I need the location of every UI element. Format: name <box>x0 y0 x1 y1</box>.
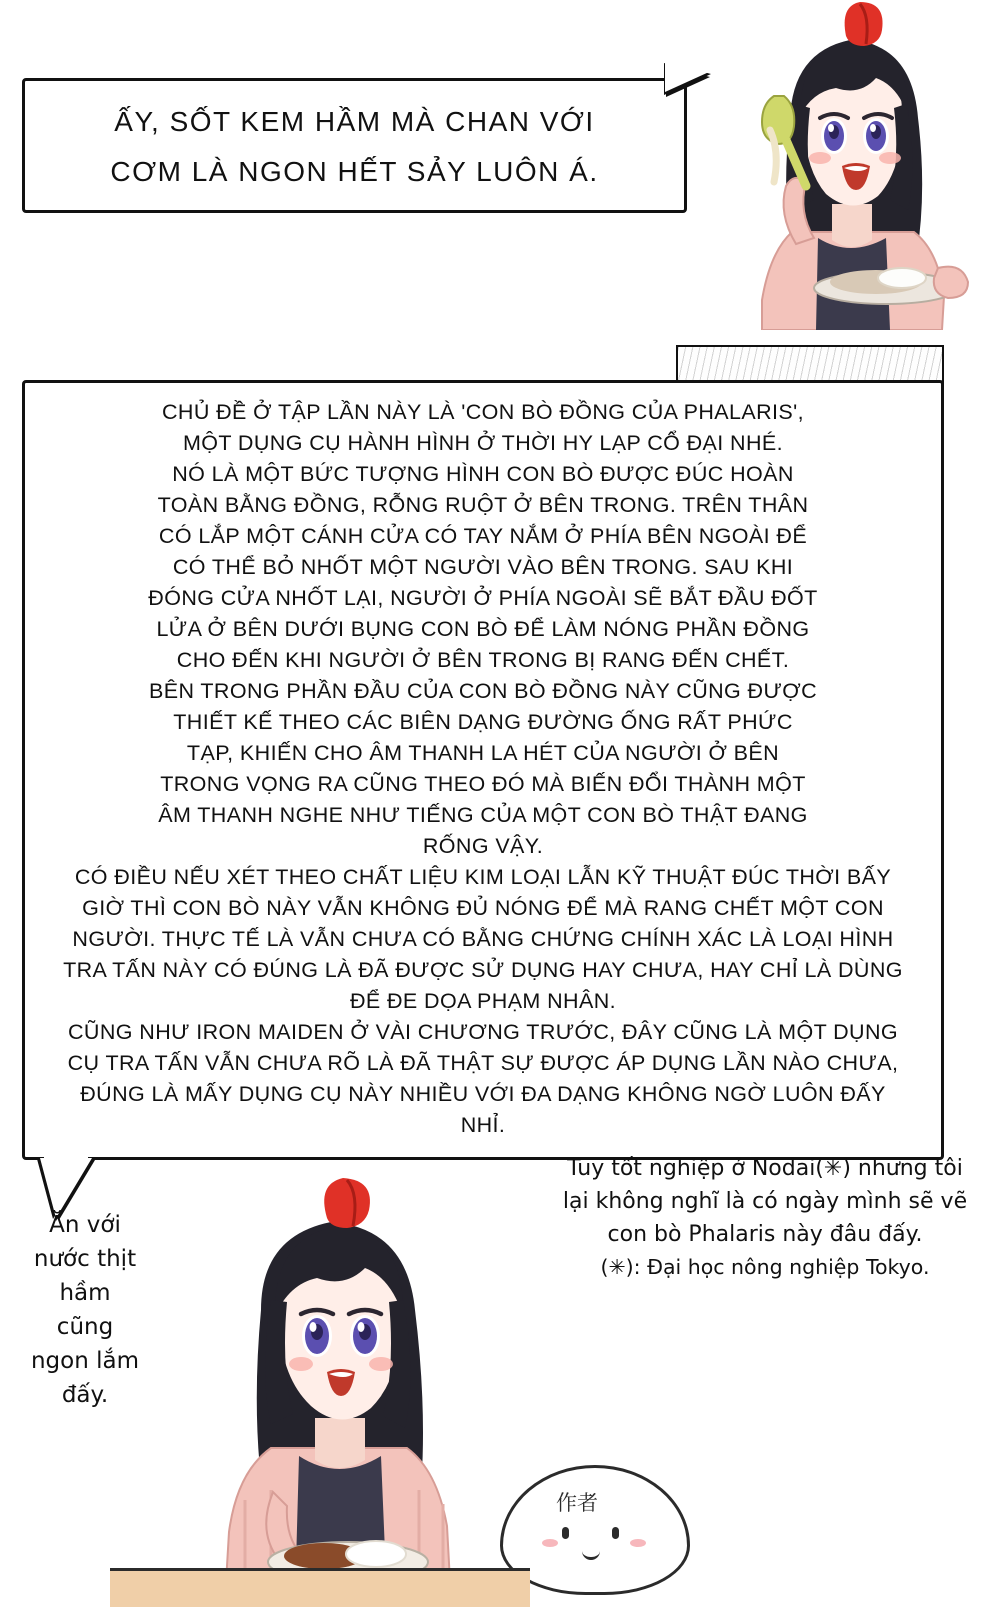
narration-line: TOÀN BẰNG ĐỒNG, RỖNG RUỘT Ở BÊN TRONG. TRÊN THÂN <box>157 493 809 517</box>
narration-line: ĐÚNG LÀ MẤY DỤNG CỤ NÀY NHIỀU VỚI ĐA DẠNG KHÔNG NGỜ LUÔN ĐẤY <box>80 1082 886 1106</box>
narration-line: NGƯỜI. THỰC TẾ LÀ VẪN CHƯA CÓ BẰNG CHỨNG CHÍNH XÁC LÀ LOẠI HÌNH <box>72 927 894 951</box>
narration-line: CHỦ ĐỀ Ở TẬP LẦN NÀY LÀ 'CON BÒ ĐỒNG CỦA PHALARIS', <box>161 400 805 424</box>
table-surface <box>110 1568 530 1607</box>
blob-eye <box>562 1527 569 1539</box>
left-handwritten-note: Ăn với nước thịt hầm cũng ngon lắm đấy. <box>30 1212 140 1408</box>
narration-line: ĐÓNG CỬA NHỐT LẠI, NGƯỜI Ở PHÍA NGOÀI SẼ BẮT ĐẦU ĐỐT <box>148 586 818 610</box>
narration-line: MỘT DỤNG CỤ HÀNH HÌNH Ở THỜI HY LẠP CỔ ĐẠI NHÉ. <box>182 431 783 455</box>
top-speech-bubble <box>22 78 687 213</box>
blob-cheek <box>542 1539 558 1547</box>
character-girl-top-art <box>700 0 1000 330</box>
character-girl-top <box>700 0 1000 330</box>
right-handwritten-note <box>560 1152 970 1284</box>
narration-line: CỤ TRA TẤN VẪN CHƯA RÕ LÀ ĐÃ THẬT SỰ ĐƯỢC ÁP DỤNG LẦN NÀO CHƯA, <box>67 1051 899 1075</box>
narration-line: TRONG VỌNG RA CŨNG THEO ĐÓ MÀ BIẾN ĐỔI THÀNH MỘT <box>160 772 806 796</box>
narration-bubble-tail-join <box>44 1152 88 1162</box>
narration-line: ÂM THANH NGHE NHƯ TIẾNG CỦA MỘT CON BÒ THẬT ĐANG <box>158 803 808 827</box>
top-bubble-line-2: CƠM LÀ NGON HẾT SẢY LUÔN Á. <box>110 156 599 187</box>
blob-label: 作者 <box>556 1491 598 1515</box>
narration-text <box>25 383 941 1141</box>
narration-line: GIỜ THÌ CON BÒ NÀY VẪN KHÔNG ĐỦ NÓNG ĐỂ MÀ RANG CHẾT MỘT CON <box>82 896 884 920</box>
narration-line: TẠP, KHIẾN CHO ÂM THANH LA HÉT CỦA NGƯỜI Ở BÊN <box>186 741 780 765</box>
right-note-footnote: (✳): Đại học nông nghiệp Tokyo. <box>600 1255 930 1279</box>
narration-line: NHỈ. <box>460 1113 506 1137</box>
top-bubble-text <box>25 97 684 197</box>
narration-line: CHO ĐẾN KHI NGƯỜI Ở BÊN TRONG BỊ RANG ĐẾN CHẾT. <box>176 648 790 672</box>
narration-line: NÓ LÀ MỘT BỨC TƯỢNG HÌNH CON BÒ ĐƯỢC ĐÚC HOÀN <box>172 462 794 486</box>
blob-cheek <box>630 1539 646 1547</box>
narration-line: LỬA Ở BÊN DƯỚI BỤNG CON BÒ ĐỂ LÀM NÓNG PHẦN ĐỒNG <box>156 617 810 641</box>
right-note-body: Tuy tốt nghiệp ở Nodai(✳) nhưng tôi lại không nghĩ là có ngày mình sẽ vẽ con bò Phalaris này đâu đấy. <box>562 1156 968 1247</box>
narration-line: THIẾT KẾ THEO CÁC BIÊN DẠNG ĐƯỜNG ỐNG RẤT PHỨC <box>173 710 793 734</box>
narration-line: CÓ LẮP MỘT CÁNH CỬA CÓ TAY NẮM Ở PHÍA BÊN NGOÀI ĐỂ <box>158 524 808 548</box>
narration-line: CÓ ĐIỀU NẾU XÉT THEO CHẤT LIỆU KIM LOẠI LẪN KỸ THUẬT ĐÚC THỜI BẤY <box>74 865 892 889</box>
narration-line: ĐỂ ĐE DỌA PHẠM NHÂN. <box>349 989 617 1013</box>
top-bubble-line-1: ẤY, SỐT KEM HẦM MÀ CHAN VỚI <box>114 106 595 137</box>
narration-line: CÓ THỂ BỎ NHỐT MỘT NGƯỜI VÀO BÊN TRONG. SAU KHI <box>172 555 794 579</box>
narration-line: BÊN TRONG PHẦN ĐẦU CỦA CON BÒ ĐỒNG NÀY CŨNG ĐƯỢC <box>148 679 818 703</box>
narration-bubble <box>22 380 944 1160</box>
narration-line: CŨNG NHƯ IRON MAIDEN Ở VÀI CHƯƠNG TRƯỚC, ĐÂY CŨNG LÀ MỘT DỤNG <box>67 1020 899 1044</box>
narration-line: RỐNG VẬY. <box>422 834 544 858</box>
narration-line: TRA TẤN NÀY CÓ ĐÚNG LÀ ĐÃ ĐƯỢC SỬ DỤNG HAY CHƯA, HAY CHỈ LÀ DÙNG <box>63 958 903 982</box>
blob-eye <box>612 1527 619 1539</box>
